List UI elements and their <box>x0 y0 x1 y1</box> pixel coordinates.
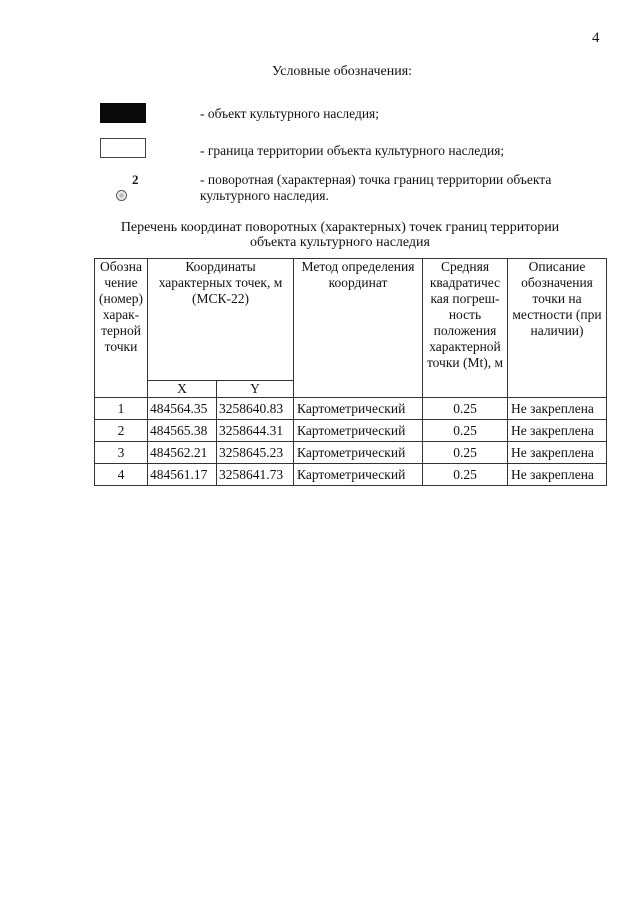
page-number: 4 <box>592 30 600 46</box>
header-error: Средняя квадратичес кая погреш- ность положения характерной точки (Mt), м <box>423 259 508 398</box>
header-y: Y <box>217 381 294 398</box>
cell-description: Не закреплена <box>508 398 607 420</box>
legend-item-heritage-object <box>100 103 610 127</box>
legend-item-text: - объект культурного наследия; <box>200 106 380 121</box>
coordinates-table <box>94 258 607 486</box>
point-marker-icon <box>116 190 127 201</box>
table-row <box>95 398 607 420</box>
cell-point-number: 2 <box>95 420 148 442</box>
cell-y: 3258641.73 <box>217 464 294 486</box>
table-row <box>95 442 607 464</box>
cell-y: 3258644.31 <box>217 420 294 442</box>
header-designation: Обозна чение (номер) харак- терной точки <box>95 259 148 398</box>
cell-method: Картометрический <box>294 464 423 486</box>
cell-point-number: 1 <box>95 398 148 420</box>
legend-title: Условные обозначения: <box>272 64 413 79</box>
header-method: Метод определения координат <box>294 259 423 398</box>
cell-y: 3258640.83 <box>217 398 294 420</box>
header-x: X <box>148 381 217 398</box>
legend-item-text: - поворотная (характерная) точка границ территории объекта культурного наследия. <box>200 172 552 203</box>
cell-error: 0.25 <box>423 420 508 442</box>
cell-error: 0.25 <box>423 398 508 420</box>
cell-y: 3258645.23 <box>217 442 294 464</box>
legend-item-text: - граница территории объекта культурного наследия; <box>200 143 505 158</box>
table-caption: Перечень координат поворотных (характерных) точек границ территории объекта культурного наследия <box>120 220 560 250</box>
cell-x: 484562.21 <box>148 442 217 464</box>
cell-error: 0.25 <box>423 442 508 464</box>
cell-method: Картометрический <box>294 420 423 442</box>
table-row <box>95 420 607 442</box>
cell-method: Картометрический <box>294 442 423 464</box>
cell-x: 484564.35 <box>148 398 217 420</box>
cell-point-number: 3 <box>95 442 148 464</box>
table-row <box>95 464 607 486</box>
cell-x: 484565.38 <box>148 420 217 442</box>
cell-description: Не закреплена <box>508 442 607 464</box>
header-description: Описание обозначения точки на местности (при наличии) <box>508 259 607 398</box>
cell-x: 484561.17 <box>148 464 217 486</box>
legend-item-territory-border <box>100 138 610 162</box>
cell-description: Не закреплена <box>508 420 607 442</box>
cell-error: 0.25 <box>423 464 508 486</box>
territory-border-symbol <box>100 138 146 158</box>
legend-item-turning-point <box>100 172 610 206</box>
point-label: 2 <box>132 172 139 187</box>
header-coordinates: Координаты характерных точек, м (МСК-22) <box>148 259 294 381</box>
heritage-object-symbol <box>100 103 146 123</box>
cell-description: Не закреплена <box>508 464 607 486</box>
table-header-row <box>95 259 607 381</box>
cell-method: Картометрический <box>294 398 423 420</box>
cell-point-number: 4 <box>95 464 148 486</box>
turning-point-symbol <box>100 172 160 202</box>
